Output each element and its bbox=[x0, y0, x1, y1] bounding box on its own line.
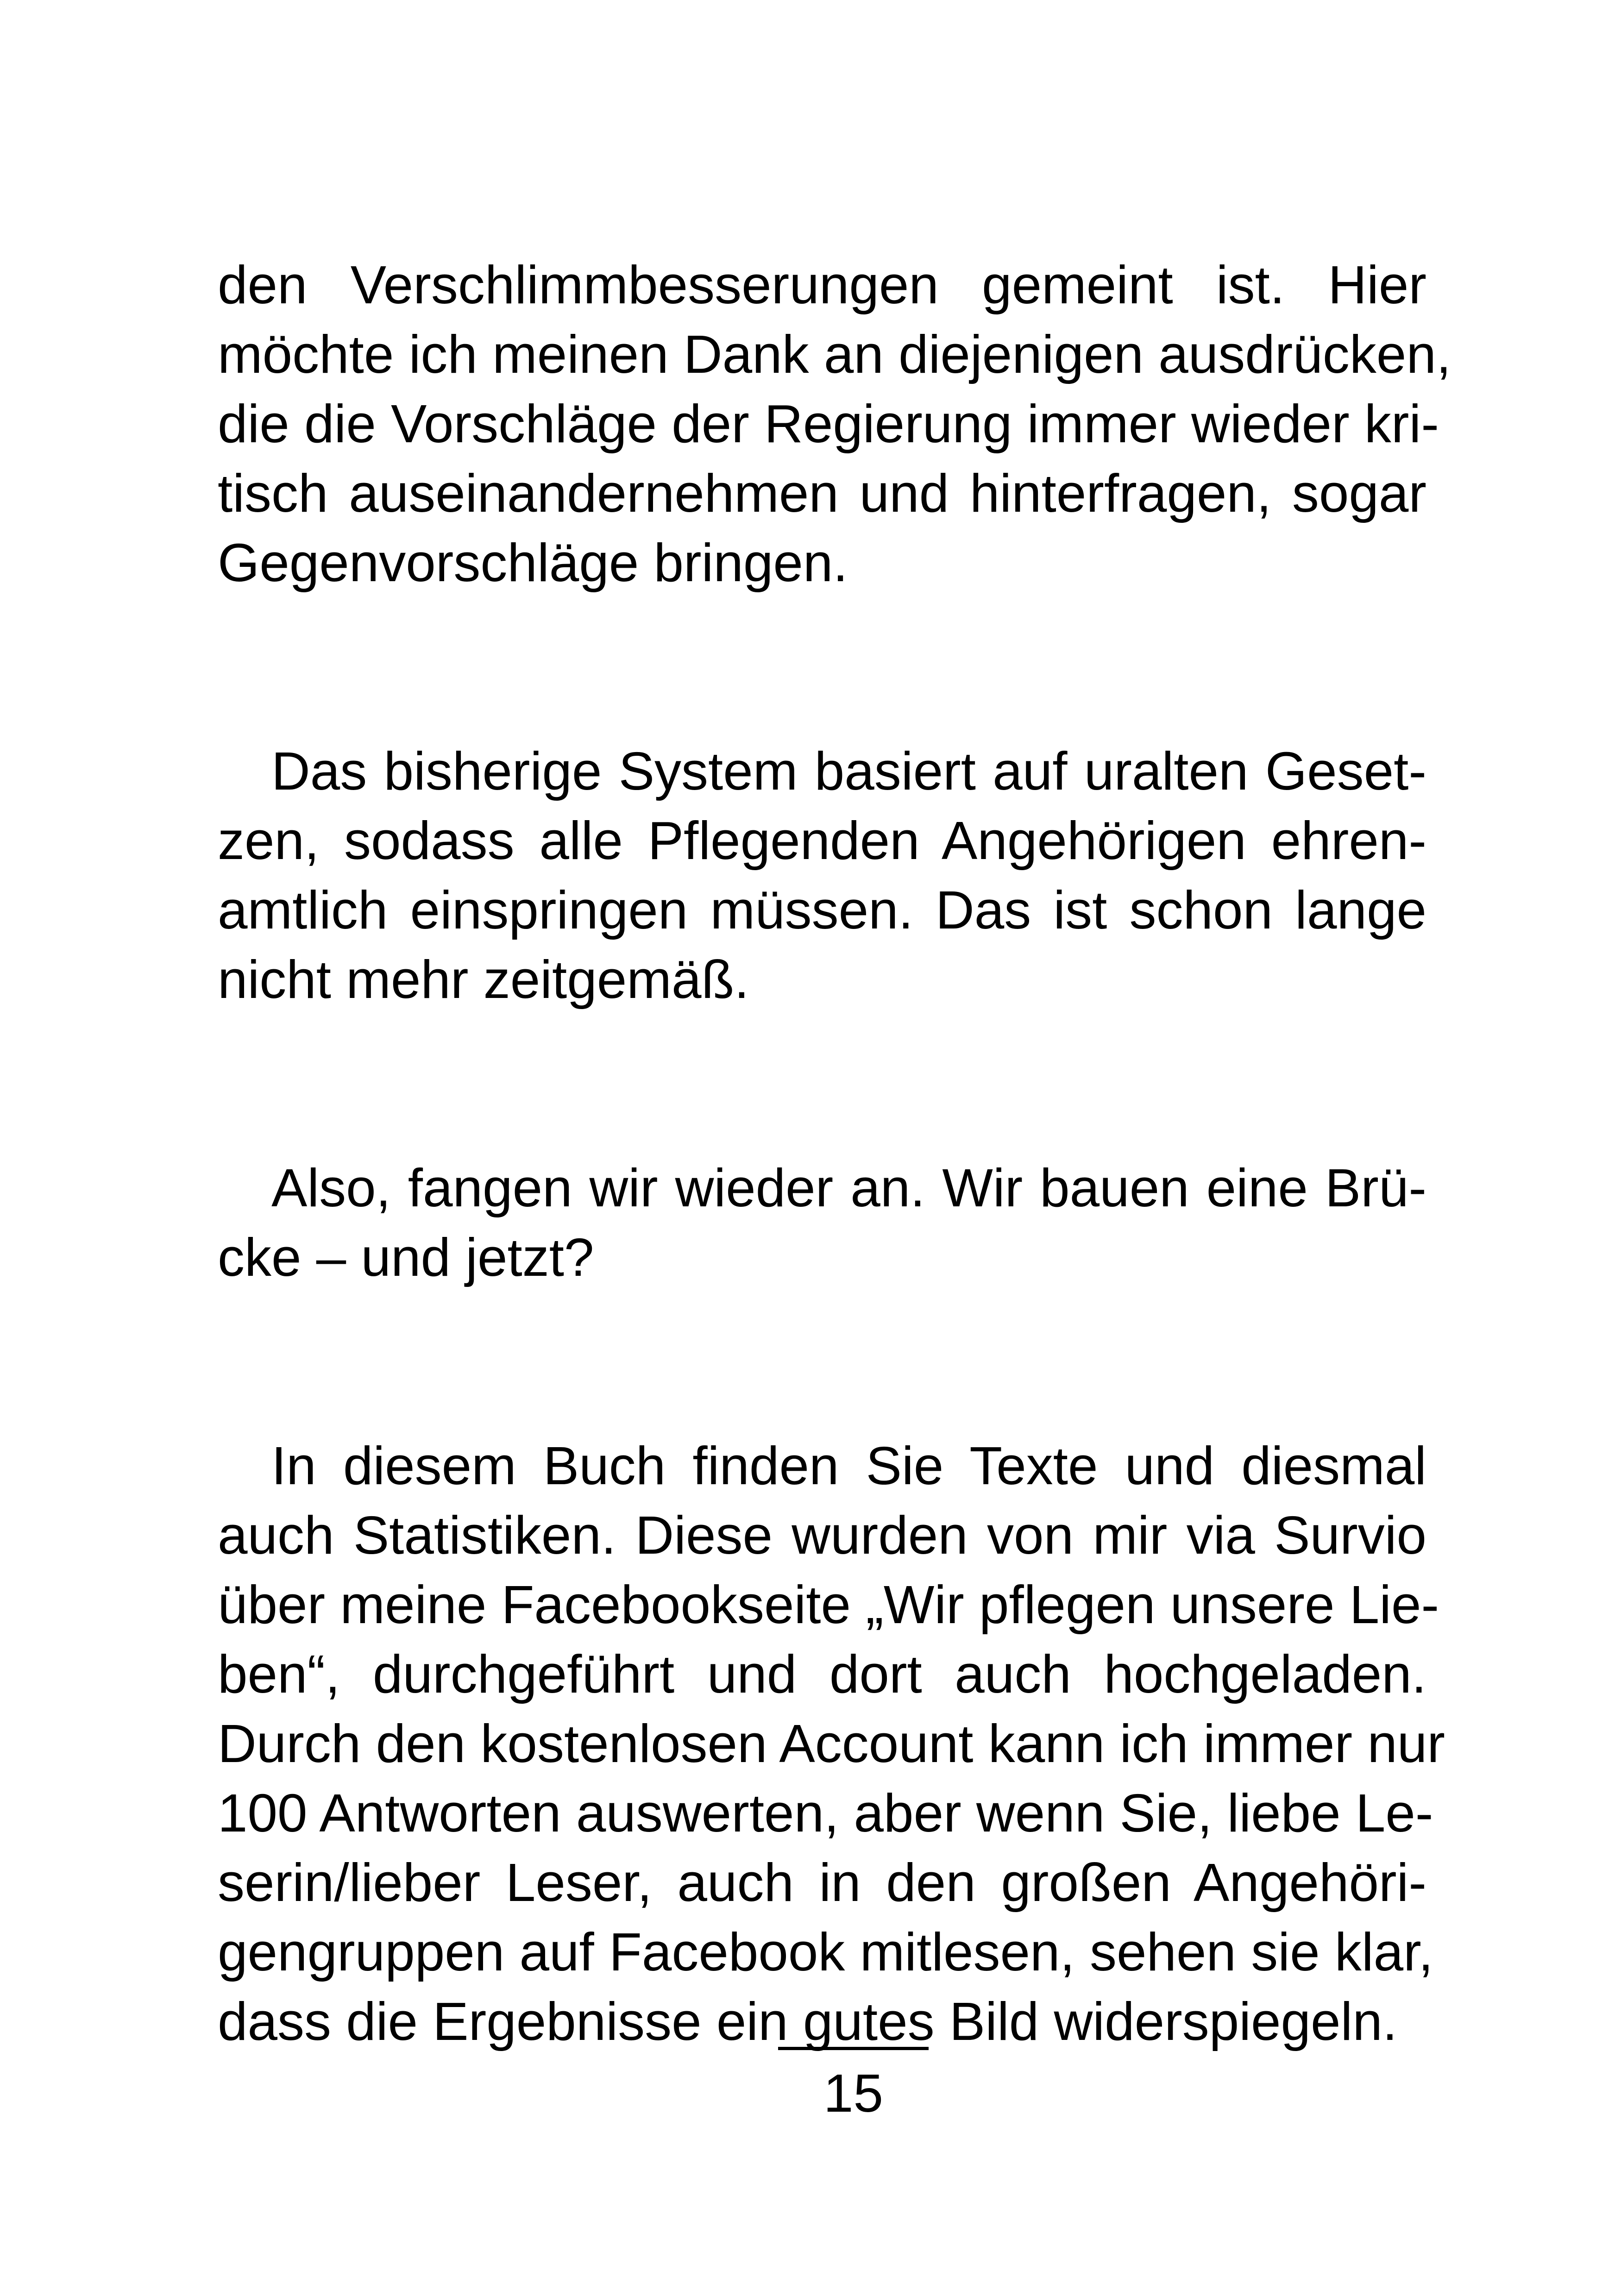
text-line: gengruppen auf Facebook mitlesen, sehen sie klar, bbox=[218, 1922, 1433, 1982]
text-line: In diesem Buch finden Sie Texte und diesmal bbox=[271, 1436, 1426, 1496]
text-line: ben“, durchgeführt und dort auch hochgeladen. bbox=[218, 1644, 1426, 1704]
paragraph-gap bbox=[218, 1292, 1426, 1431]
paragraph-3 bbox=[218, 1153, 1426, 1292]
text-line: über meine Facebookseite „Wir pflegen unsere Lie- bbox=[218, 1575, 1439, 1635]
text-line: zen, sodass alle Pflegenden Angehörigen ehren- bbox=[218, 810, 1426, 871]
text-line: cke – und jetzt? bbox=[218, 1227, 594, 1287]
text-line: nicht mehr zeitgemäß. bbox=[218, 949, 749, 1010]
text-line: serin/lieber Leser, auch in den großen Angehöri- bbox=[218, 1852, 1426, 1913]
text-line: Gegenvorschläge bringen. bbox=[218, 533, 848, 593]
text-line: Das bisherige System basiert auf uralten Geset- bbox=[271, 741, 1426, 801]
text-line: amtlich einspringen müssen. Das ist schon lange bbox=[218, 880, 1426, 940]
body-text bbox=[218, 250, 1451, 2056]
text-line: tisch auseinandernehmen und hinterfragen, sogar bbox=[218, 463, 1426, 523]
paragraph-1 bbox=[218, 250, 1451, 597]
paragraph-4 bbox=[218, 1431, 1445, 2056]
text-line: Durch den kostenlosen Account kann ich immer nur bbox=[218, 1713, 1445, 1774]
text-line: 100 Antworten auswerten, aber wenn Sie, liebe Le- bbox=[218, 1783, 1433, 1843]
text-line: die die Vorschläge der Regierung immer wieder kri- bbox=[218, 394, 1439, 454]
paragraph-2 bbox=[218, 736, 1426, 1014]
paragraph-gap bbox=[218, 1014, 1426, 1153]
paragraph-gap bbox=[218, 597, 1426, 736]
text-line: möchte ich meinen Dank an diejenigen ausdrücken, bbox=[218, 324, 1451, 384]
text-line: dass die Ergebnisse ein gutes Bild widerspiegeln. bbox=[218, 1991, 1398, 2051]
text-line: Also, fangen wir wieder an. Wir bauen eine Brü- bbox=[271, 1158, 1426, 1218]
text-line: auch Statistiken. Diese wurden von mir via Survio bbox=[218, 1505, 1426, 1565]
footer-rule bbox=[778, 2047, 929, 2050]
page-number: 15 bbox=[823, 2063, 884, 2123]
text-line: den Verschlimmbesserungen gemeint ist. Hier bbox=[218, 255, 1426, 315]
